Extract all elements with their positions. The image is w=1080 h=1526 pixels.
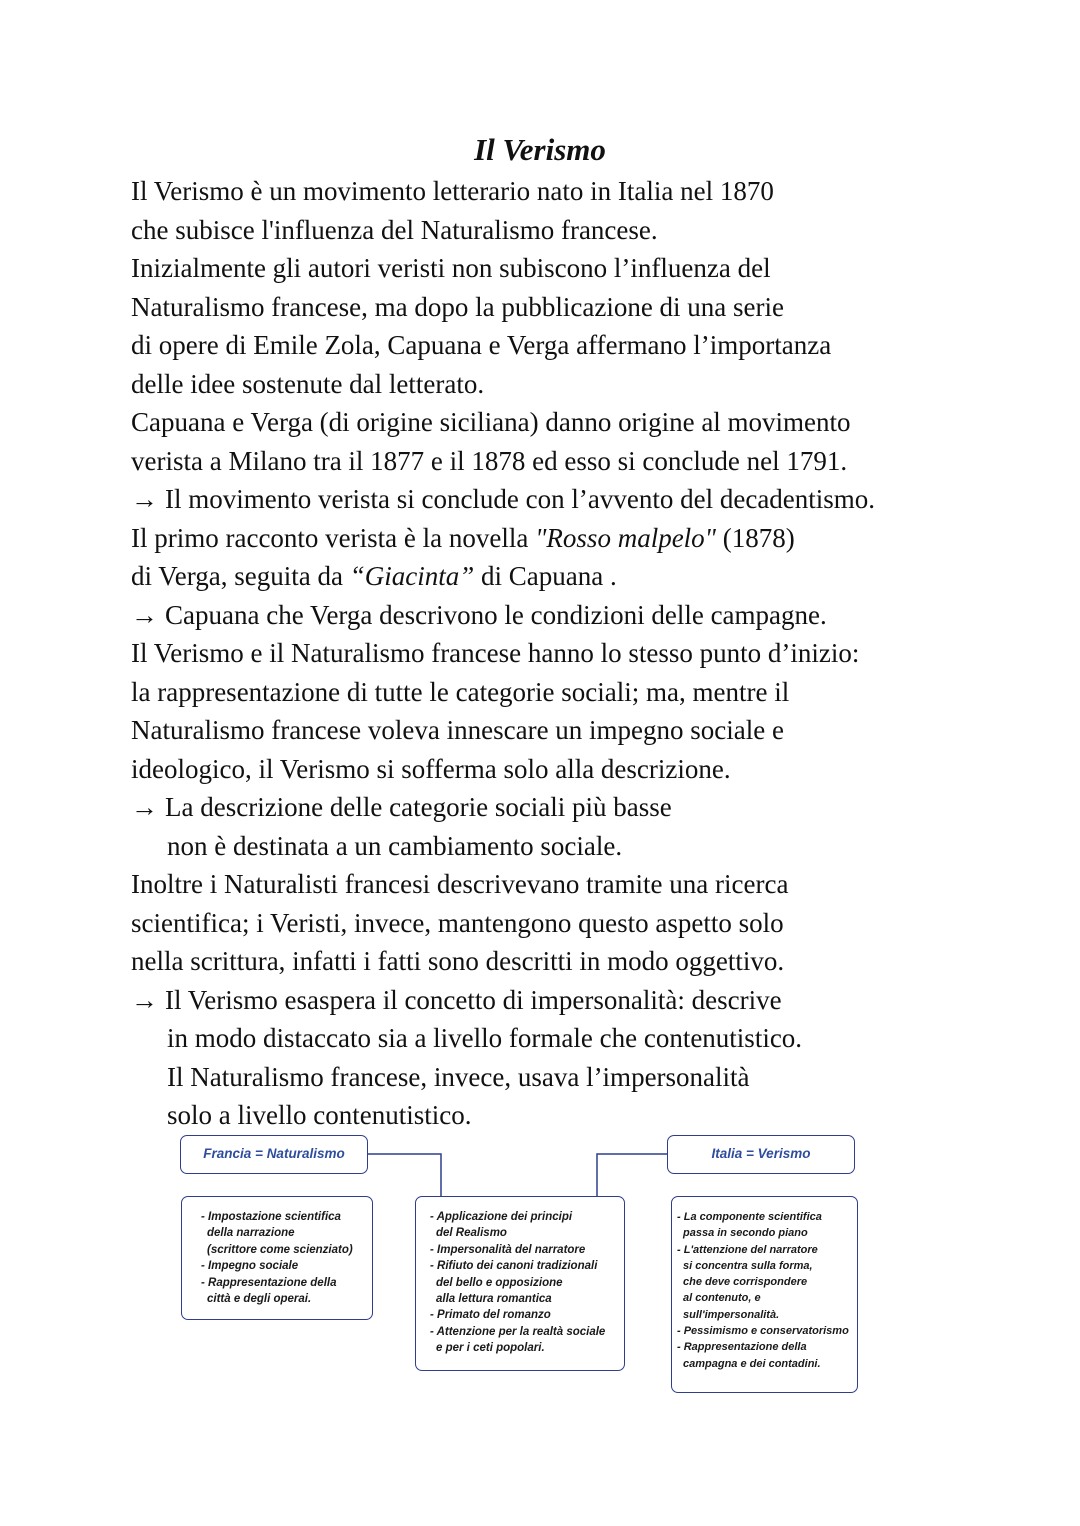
work-title: “Giacinta”	[349, 561, 475, 591]
text-line: ideologico, il Verismo si sofferma solo alla descrizione.	[131, 753, 731, 784]
text-segment: di Capuana .	[480, 561, 617, 591]
arrow-icon: →	[131, 984, 158, 1015]
text-segment: Il Verismo esaspera il concetto di impersonalità: descrive	[165, 984, 782, 1015]
work-title: "Rosso malpelo"	[535, 522, 717, 553]
text-segment: Il movimento verista si conclude con l’avvento del decadentismo.	[165, 484, 876, 514]
list-item: - Rappresentazione della	[677, 1341, 807, 1354]
list-item: - La componente scientifica	[677, 1211, 822, 1223]
text-segment: La descrizione delle categorie sociali più basse	[165, 792, 672, 822]
list-item: al contenuto, e	[683, 1292, 761, 1305]
text-line: delle idee sostenute dal letterato.	[131, 368, 485, 399]
list-item: - Impersonalità del narratore	[430, 1243, 586, 1256]
francia-header: Francia = Naturalismo	[203, 1146, 345, 1161]
list-item: - Impegno sociale	[201, 1260, 299, 1273]
list-item: si concentra sulla forma,	[683, 1259, 813, 1272]
list-item: - Applicazione dei principi	[430, 1211, 573, 1223]
text-segment: di Verga, seguita da	[131, 561, 343, 591]
text-line: Naturalismo francese, ma dopo la pubblicazione di una serie	[131, 291, 785, 322]
text-line: scientifica; i Veristi, invece, mantengono questo aspetto solo	[131, 907, 784, 938]
list-item: - Primato del romanzo	[430, 1309, 551, 1322]
arrow-icon: →	[131, 484, 158, 514]
list-item: campagna e dei contadini.	[683, 1357, 821, 1370]
list-item: passa in secondo piano	[683, 1227, 808, 1240]
list-item: del Realismo	[436, 1227, 507, 1240]
list-item: alla lettura romantica	[436, 1293, 552, 1306]
list-item: e per i ceti popolari.	[436, 1342, 545, 1355]
italia-header: Italia = Verismo	[711, 1146, 811, 1161]
text-line: Naturalismo francese voleva innescare un impegno sociale e	[131, 715, 784, 745]
text-line: Il Naturalismo francese, invece, usava l’impersonalità	[167, 1061, 750, 1092]
center-box	[415, 1196, 625, 1371]
text-line: non è destinata a un cambiamento sociale.	[167, 830, 623, 861]
text-line: nella scrittura, infatti i fatti sono descritti in modo oggettivo.	[131, 946, 785, 976]
connector-line	[597, 1154, 669, 1196]
text-line: in modo distaccato sia a livello formale che contenutistico.	[167, 1023, 803, 1053]
text-line: di opere di Emile Zola, Capuana e Verga affermano l’importanza	[131, 330, 832, 360]
francia-box	[181, 1196, 373, 1320]
text-segment: Capuana che Verga descrivono le condizioni delle campagne.	[165, 599, 827, 630]
list-item: città e degli operai.	[207, 1293, 312, 1306]
text-line: Capuana e Verga (di origine siciliana) danno origine al movimento	[131, 407, 851, 437]
text-line: Inizialmente gli autori veristi non subiscono l’influenza del	[131, 253, 771, 283]
list-item: che deve corrispondere	[683, 1276, 808, 1289]
francia-header-box	[180, 1135, 368, 1174]
list-item: - Impostazione scientifica	[201, 1211, 341, 1223]
text-line: Il Verismo e il Naturalismo francese hanno lo stesso punto d’inizio:	[131, 638, 860, 668]
list-item: sull'impersonalità.	[683, 1308, 780, 1321]
text-segment: (1878)	[722, 522, 795, 553]
text-line: la rappresentazione di tutte le categorie sociali; ma, mentre il	[131, 676, 790, 707]
italia-box	[671, 1196, 858, 1393]
list-item: - Pessimismo e conservatorismo	[677, 1325, 849, 1338]
text-line: verista a Milano tra il 1877 e il 1878 ed esso si conclude nel 1791.	[131, 445, 848, 476]
list-item: - Attenzione per la realtà sociale	[430, 1325, 606, 1338]
list-item: del bello e opposizione	[436, 1276, 563, 1289]
text-line: che subisce l'influenza del Naturalismo francese.	[131, 214, 658, 245]
list-item: della narrazione	[207, 1227, 295, 1240]
text-line: Inoltre i Naturalisti francesi descrivevano tramite una ricerca	[131, 869, 789, 899]
connector-line	[367, 1154, 441, 1196]
list-item: - Rifiuto dei canoni tradizionali	[430, 1260, 598, 1273]
arrow-icon: →	[131, 792, 158, 822]
list-item: - L'attenzione del narratore	[677, 1243, 818, 1256]
arrow-icon: →	[131, 599, 158, 630]
italia-header-box	[667, 1135, 855, 1174]
text-segment: Il primo racconto verista è la novella	[131, 522, 529, 553]
list-item: - Rappresentazione della	[201, 1276, 337, 1289]
list-item: (scrittore come scienziato)	[207, 1243, 353, 1256]
text-line: solo a livello contenutistico.	[167, 1100, 472, 1130]
page-title: Il Verismo	[474, 132, 606, 167]
text-line: Il Verismo è un movimento letterario nato in Italia nel 1870	[131, 176, 774, 206]
